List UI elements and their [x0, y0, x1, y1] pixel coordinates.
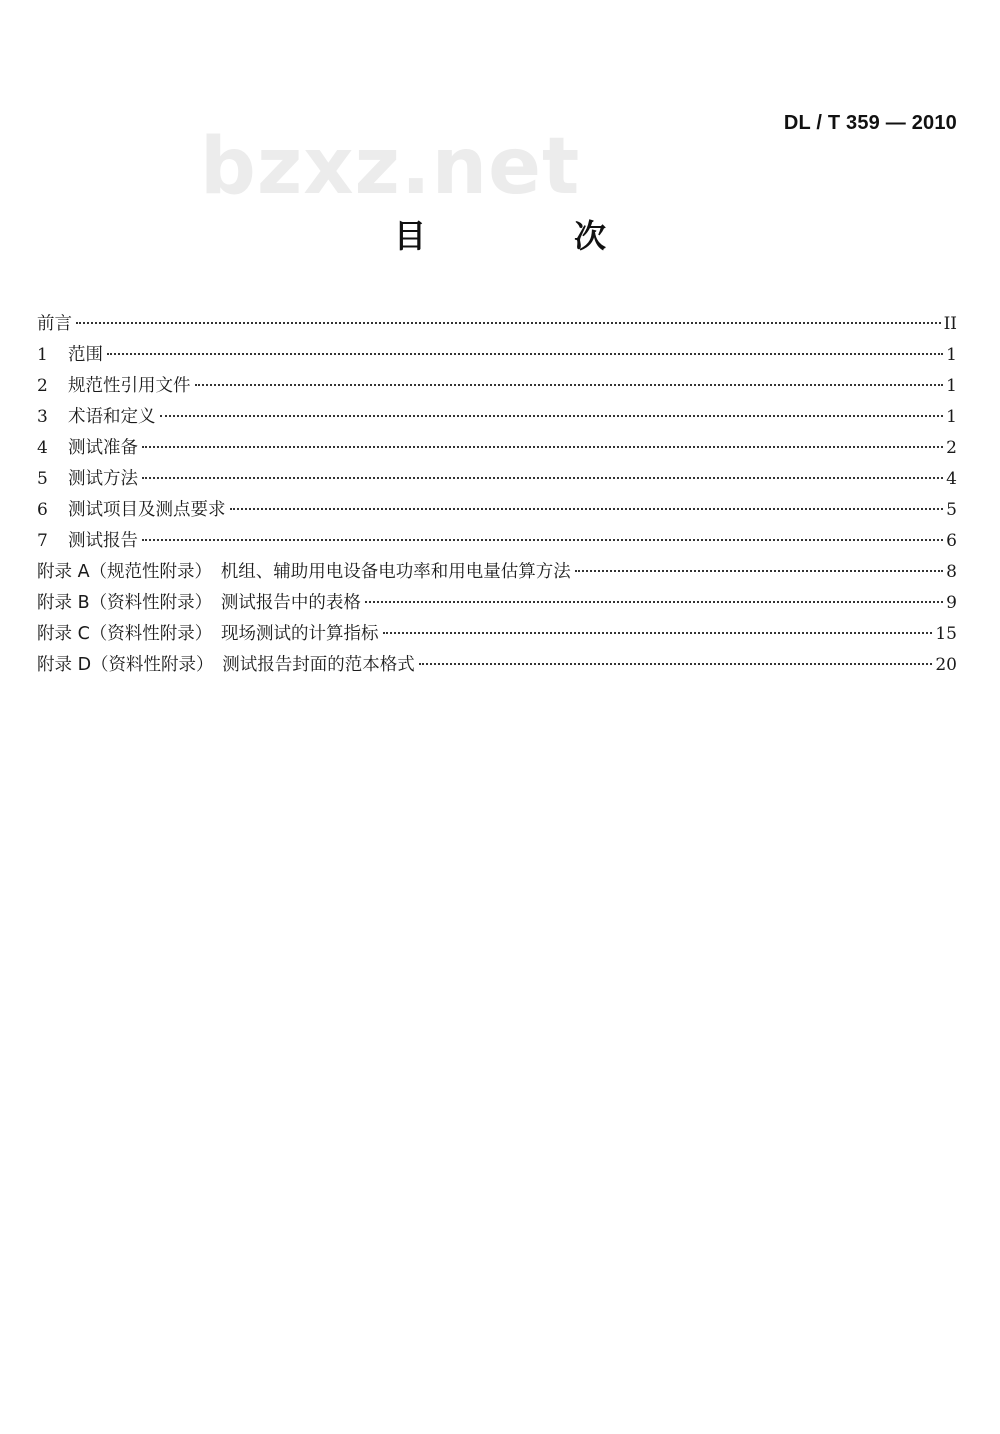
toc-entry-1[interactable] [37, 340, 957, 371]
toc-entry-7[interactable] [37, 526, 957, 557]
toc-leader [419, 663, 933, 665]
toc-entry-page: 1 [946, 345, 957, 365]
toc-entry-4[interactable] [37, 433, 957, 464]
toc-entry-label: 附录 D（资料性附录） 测试报告封面的范本格式 [37, 655, 415, 675]
toc-leader [365, 601, 943, 603]
toc-entry-label: 术语和定义 [68, 407, 156, 427]
page-title: 目 次 [393, 217, 664, 255]
toc-leader [107, 353, 943, 355]
toc-entry-page: 5 [946, 500, 957, 520]
toc-entry-page: 1 [946, 407, 957, 427]
toc-entry-label: 范围 [68, 345, 103, 365]
toc-entry-page: II [943, 314, 957, 334]
toc-leader [383, 632, 933, 634]
toc-leader [76, 322, 941, 324]
toc-entry-label: 测试报告 [68, 531, 138, 551]
toc-entry-5[interactable] [37, 464, 957, 495]
toc-entry-number: 6 [37, 500, 48, 520]
toc-entry-2[interactable] [37, 371, 957, 402]
toc-entry-number: 4 [37, 438, 48, 458]
toc-leader [195, 384, 944, 386]
toc-entry-label: 测试方法 [68, 469, 138, 489]
toc-entry-appendix-b[interactable] [37, 588, 957, 619]
toc-entry-number: 7 [37, 531, 48, 551]
toc-leader [575, 570, 943, 572]
toc-leader [142, 539, 943, 541]
toc-entry-page: 8 [946, 562, 957, 582]
toc-entry-page: 9 [946, 593, 957, 613]
toc-entry-label: 规范性引用文件 [68, 376, 191, 396]
toc-entry-label: 附录 B（资料性附录） 测试报告中的表格 [37, 593, 361, 613]
toc-entry-page: 4 [946, 469, 957, 489]
toc-entry-number: 5 [37, 469, 48, 489]
toc-leader [142, 477, 943, 479]
toc-entry-label: 测试准备 [68, 438, 138, 458]
toc-leader [230, 508, 944, 510]
toc-leader [142, 446, 943, 448]
standard-code: DL / T 359 — 2010 [783, 112, 957, 134]
toc-entry-number: 2 [37, 376, 48, 396]
toc-entry-label: 测试项目及测点要求 [68, 500, 226, 520]
toc-entry-label: 附录 A（规范性附录） 机组、辅助用电设备电功率和用电量估算方法 [37, 562, 571, 582]
toc-entry-number: 1 [37, 345, 48, 365]
toc-leader [160, 415, 944, 417]
toc-entry-preface[interactable] [37, 309, 957, 340]
table-of-contents [37, 309, 957, 681]
toc-entry-appendix-d[interactable] [37, 650, 957, 681]
toc-entry-6[interactable] [37, 495, 957, 526]
toc-entry-page: 15 [935, 624, 957, 644]
toc-entry-appendix-a[interactable] [37, 557, 957, 588]
toc-entry-label: 附录 C（资料性附录） 现场测试的计算指标 [37, 624, 379, 644]
toc-entry-3[interactable] [37, 402, 957, 433]
toc-entry-page: 1 [946, 376, 957, 396]
toc-entry-number: 3 [37, 407, 48, 427]
toc-entry-label: 前言 [37, 314, 72, 334]
toc-entry-page: 6 [946, 531, 957, 551]
watermark: bzxz.net [200, 122, 581, 212]
toc-entry-page: 2 [946, 438, 957, 458]
toc-entry-appendix-c[interactable] [37, 619, 957, 650]
toc-entry-page: 20 [935, 655, 957, 675]
